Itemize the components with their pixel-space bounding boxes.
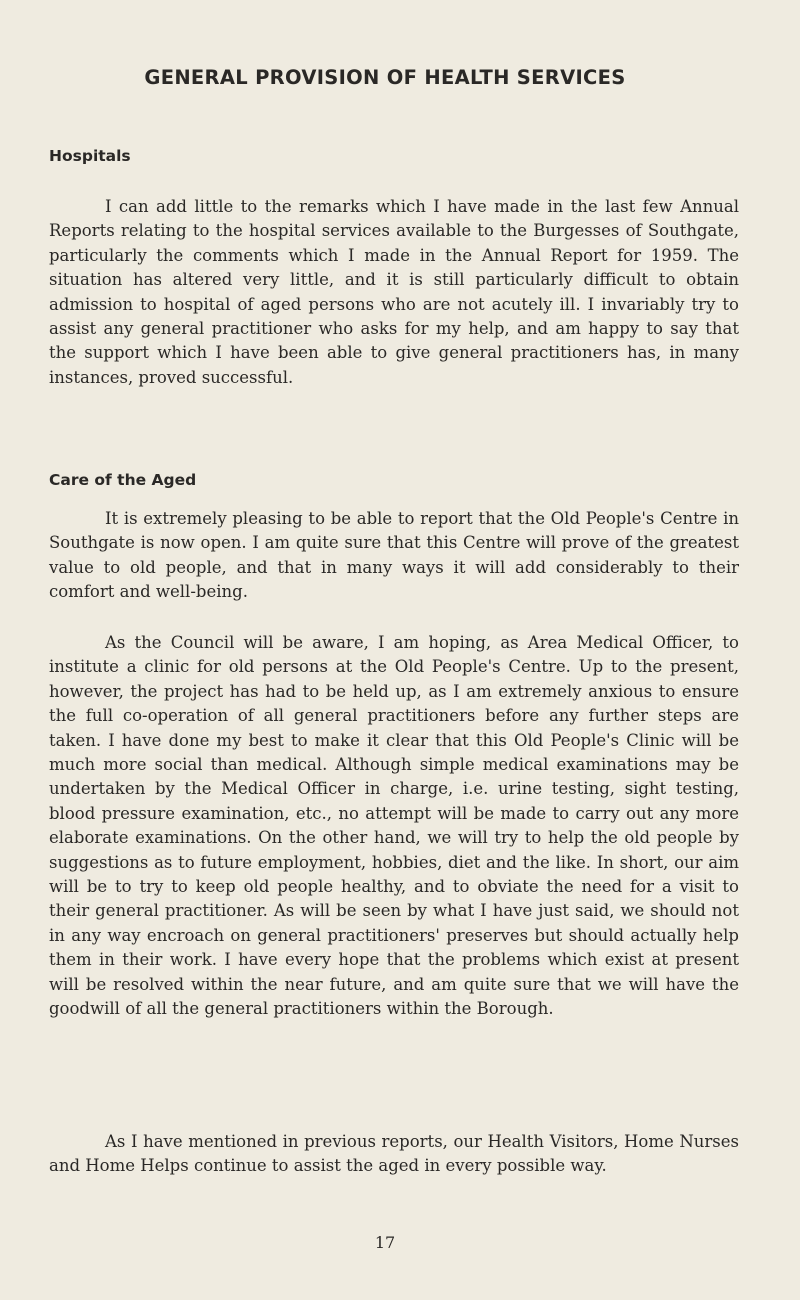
page-title: GENERAL PROVISION OF HEALTH SERVICES: [144, 66, 626, 89]
paragraph-old-peoples-clinic: As the Council will be aware, I am hoping, as Area Medical Officer, to institute a clinic for old persons at the Old People's Centre. Up to the present, however, the project has had to be held up, as I am extremely anxious to ensure the full co-operation of all general practitioners before any further steps are taken. I have done my best to make it clear that this Old People's Clinic will be much more social than medical. Although simple medical examinations may be undertaken by the Medical Officer in charge, i.e. urine testing, sight testing, blood pressure examination, etc., no attempt will be made to carry out any more elaborate examinations. On the other hand, we will try to help the old people by suggestions as to future employment, hobbies, diet and the like. In short, our aim will be to try to keep old people healthy, and to obviate the need for a visit to their general practitioner. As will be seen by what I have just said, we should not in any way encroach on general practitioners' preserves but should actually help them in their work. I have every hope that the problems which exist at present will be resolved within the near future, and am quite sure that we will have the goodwill of all the general practitioners within the Borough.: [49, 633, 739, 1019]
section-heading-care-of-the-aged: Care of the Aged: [49, 471, 197, 489]
section-heading-hospitals: Hospitals: [49, 147, 131, 165]
paragraph-health-visitors: As I have mentioned in previous reports, our Health Visitors, Home Nurses and Home Helps continue to assist the aged in every possible way.: [49, 1132, 739, 1176]
page-number: 17: [374, 1233, 396, 1252]
paragraph-hospitals: I can add little to the remarks which I have made in the last few Annual Reports relating to the hospital services available to the Burgesses of Southgate, particularly the comments which I made in the Annual Report for 1959. The situation has altered very little, and it is still particularly difficult to obtain admission to hospital of aged persons who are not acutely ill. I invariably try to assist any general practitioner who asks for my help, and am happy to say that the support which I have been able to give general practitioners has, in many instances, proved successful.: [49, 197, 739, 387]
paragraph-old-peoples-centre: It is extremely pleasing to be able to report that the Old People's Centre in Southgate is now open. I am quite sure that this Centre will prove of the greatest value to old people, and that in many ways it will add considerably to their comfort and well-being.: [49, 509, 739, 602]
